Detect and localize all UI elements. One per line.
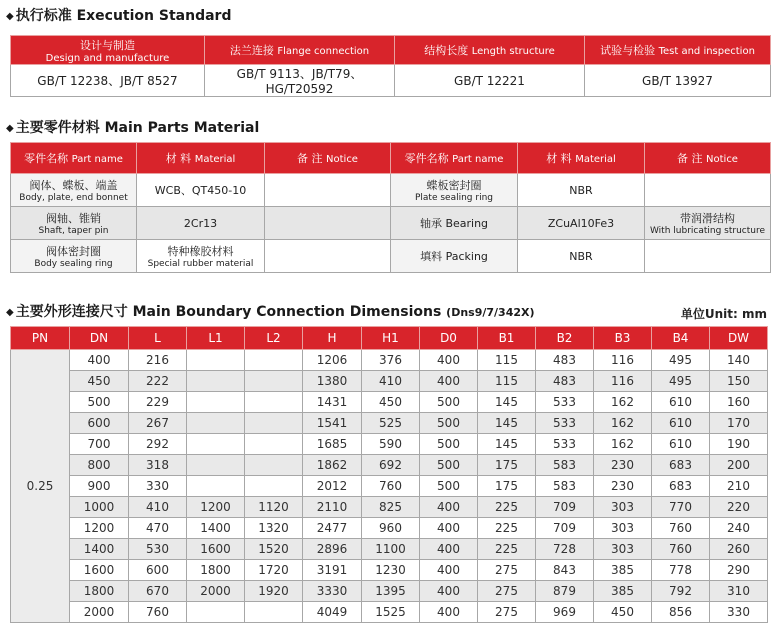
table-cell: 3191 bbox=[303, 560, 362, 581]
table-row bbox=[11, 350, 768, 371]
table-cell: 1685 bbox=[303, 434, 362, 455]
part-name-cell: 填料 Packing bbox=[391, 240, 518, 273]
notice-cell bbox=[265, 207, 391, 240]
table-cell: 700 bbox=[70, 434, 129, 455]
header-l1: L1 bbox=[187, 327, 245, 350]
table-cell: 530 bbox=[129, 539, 187, 560]
table-cell bbox=[245, 392, 303, 413]
table-cell: 162 bbox=[594, 392, 652, 413]
header-flange: 法兰连接 Flange connection bbox=[205, 36, 395, 65]
table-cell: 825 bbox=[362, 497, 420, 518]
pn-cell: 0.25 bbox=[11, 350, 70, 623]
table-cell: 709 bbox=[536, 518, 594, 539]
table-cell: 140 bbox=[710, 350, 768, 371]
table-cell: 600 bbox=[129, 560, 187, 581]
table-cell: 1525 bbox=[362, 602, 420, 623]
part-name-cell: 阀体密封圈 Body sealing ring bbox=[11, 240, 137, 273]
table-row bbox=[11, 174, 771, 207]
table-row bbox=[11, 581, 768, 602]
table-cell: 303 bbox=[594, 539, 652, 560]
table-cell: 190 bbox=[710, 434, 768, 455]
table-cell: 692 bbox=[362, 455, 420, 476]
header-d0: D0 bbox=[420, 327, 478, 350]
table-cell bbox=[187, 455, 245, 476]
table-cell: 1520 bbox=[245, 539, 303, 560]
table-cell: 1206 bbox=[303, 350, 362, 371]
table-cell: 175 bbox=[478, 455, 536, 476]
table-cell: 400 bbox=[420, 602, 478, 623]
table-cell: 610 bbox=[652, 434, 710, 455]
header-notice: 备 注 Notice bbox=[265, 143, 391, 174]
header-material-2: 材 料 Material bbox=[518, 143, 645, 174]
material-cell: WCB、QT450-10 bbox=[137, 174, 265, 207]
table-cell: 1800 bbox=[70, 581, 129, 602]
table-cell: 303 bbox=[594, 497, 652, 518]
table-cell: 1395 bbox=[362, 581, 420, 602]
table-cell: 230 bbox=[594, 476, 652, 497]
material-cell: NBR bbox=[518, 174, 645, 207]
table-cell: GB/T 12221 bbox=[395, 65, 585, 97]
table-cell: 145 bbox=[478, 434, 536, 455]
table-cell: 1380 bbox=[303, 371, 362, 392]
table-cell: 260 bbox=[710, 539, 768, 560]
header-b1: B1 bbox=[478, 327, 536, 350]
table-cell: 800 bbox=[70, 455, 129, 476]
header-b3: B3 bbox=[594, 327, 652, 350]
table-cell bbox=[245, 371, 303, 392]
table-cell: 310 bbox=[710, 581, 768, 602]
notice-cell bbox=[265, 240, 391, 273]
section-title-en: Main Parts Material bbox=[104, 120, 260, 136]
table-cell: 115 bbox=[478, 350, 536, 371]
diamond-icon: ◆ bbox=[6, 123, 14, 134]
table-cell: 1400 bbox=[70, 539, 129, 560]
table-cell: 162 bbox=[594, 413, 652, 434]
table-cell: 2000 bbox=[70, 602, 129, 623]
diamond-icon: ◆ bbox=[6, 11, 14, 22]
table-cell: GB/T 13927 bbox=[585, 65, 771, 97]
table-cell: 770 bbox=[652, 497, 710, 518]
table-cell: 1000 bbox=[70, 497, 129, 518]
table-cell: 450 bbox=[594, 602, 652, 623]
header-part-name-2: 零件名称 Part name bbox=[391, 143, 518, 174]
table-cell: 450 bbox=[70, 371, 129, 392]
table-cell: 610 bbox=[652, 392, 710, 413]
table-cell: 683 bbox=[652, 476, 710, 497]
table-cell: 500 bbox=[420, 434, 478, 455]
notice-cell bbox=[645, 240, 771, 273]
table-cell: 400 bbox=[420, 518, 478, 539]
table-cell: 318 bbox=[129, 455, 187, 476]
table-row bbox=[11, 497, 768, 518]
table-cell: 225 bbox=[478, 497, 536, 518]
table-cell: 220 bbox=[710, 497, 768, 518]
table-row bbox=[11, 392, 768, 413]
material-cell: 2Cr13 bbox=[137, 207, 265, 240]
table-cell: 728 bbox=[536, 539, 594, 560]
section-title-dims bbox=[6, 301, 535, 321]
table-row bbox=[11, 455, 768, 476]
table-cell bbox=[245, 350, 303, 371]
table-row bbox=[11, 371, 768, 392]
table-header-row bbox=[11, 327, 768, 350]
header-notice-2: 备 注 Notice bbox=[645, 143, 771, 174]
table-cell: 200 bbox=[710, 455, 768, 476]
table-cell: 410 bbox=[362, 371, 420, 392]
section-title-en: Main Boundary Connection Dimensions bbox=[132, 304, 442, 320]
header-material: 材 料 Material bbox=[137, 143, 265, 174]
header-part-name: 零件名称 Part name bbox=[11, 143, 137, 174]
table-cell: 500 bbox=[70, 392, 129, 413]
table-cell: 1600 bbox=[70, 560, 129, 581]
table-cell: 590 bbox=[362, 434, 420, 455]
diamond-icon: ◆ bbox=[6, 307, 14, 318]
table-cell: 400 bbox=[420, 539, 478, 560]
table-cell: 170 bbox=[710, 413, 768, 434]
header-pn: PN bbox=[11, 327, 70, 350]
header-test: 试验与检验 Test and inspection bbox=[585, 36, 771, 65]
parts-material-table bbox=[10, 142, 771, 273]
table-cell: 470 bbox=[129, 518, 187, 539]
table-cell: 900 bbox=[70, 476, 129, 497]
table-cell: 1541 bbox=[303, 413, 362, 434]
table-cell: 2012 bbox=[303, 476, 362, 497]
part-name-cell: 阀体、蝶板、端盖 Body, plate, end bonnet bbox=[11, 174, 137, 207]
table-cell: 1720 bbox=[245, 560, 303, 581]
table-cell: 400 bbox=[420, 497, 478, 518]
part-name-cell: 轴承 Bearing bbox=[391, 207, 518, 240]
table-row bbox=[11, 602, 768, 623]
notice-cell bbox=[645, 174, 771, 207]
table-cell: 1120 bbox=[245, 497, 303, 518]
table-cell: GB/T 12238、JB/T 8527 bbox=[11, 65, 205, 97]
table-cell: 1230 bbox=[362, 560, 420, 581]
table-cell: 3330 bbox=[303, 581, 362, 602]
table-row bbox=[11, 240, 771, 273]
table-cell: 400 bbox=[420, 350, 478, 371]
header-l: L bbox=[129, 327, 187, 350]
table-cell bbox=[187, 434, 245, 455]
table-cell: 1920 bbox=[245, 581, 303, 602]
table-cell: 500 bbox=[420, 413, 478, 434]
table-cell: 4049 bbox=[303, 602, 362, 623]
table-cell bbox=[245, 434, 303, 455]
table-cell: 583 bbox=[536, 476, 594, 497]
table-cell: 525 bbox=[362, 413, 420, 434]
table-cell: 1100 bbox=[362, 539, 420, 560]
table-cell: 230 bbox=[594, 455, 652, 476]
header-b2: B2 bbox=[536, 327, 594, 350]
table-cell: 330 bbox=[710, 602, 768, 623]
table-cell: GB/T 9113、JB/T79、HG/T20592 bbox=[205, 65, 395, 97]
table-cell: 240 bbox=[710, 518, 768, 539]
header-b4: B4 bbox=[652, 327, 710, 350]
table-cell: 385 bbox=[594, 581, 652, 602]
material-cell: NBR bbox=[518, 240, 645, 273]
table-cell: 500 bbox=[420, 476, 478, 497]
table-cell: 303 bbox=[594, 518, 652, 539]
table-cell: 960 bbox=[362, 518, 420, 539]
material-cell: ZCuAl10Fe3 bbox=[518, 207, 645, 240]
section-title-en: Execution Standard bbox=[76, 8, 232, 24]
table-cell bbox=[187, 371, 245, 392]
model-number: (Dns9/7/342X) bbox=[446, 306, 535, 319]
table-cell: 376 bbox=[362, 350, 420, 371]
table-row bbox=[11, 413, 768, 434]
table-row bbox=[11, 434, 768, 455]
table-cell: 275 bbox=[478, 602, 536, 623]
table-cell bbox=[187, 413, 245, 434]
table-cell: 450 bbox=[362, 392, 420, 413]
table-cell: 400 bbox=[420, 581, 478, 602]
table-cell: 709 bbox=[536, 497, 594, 518]
table-cell: 610 bbox=[652, 413, 710, 434]
table-header-row bbox=[11, 36, 771, 65]
table-cell: 229 bbox=[129, 392, 187, 413]
table-cell: 225 bbox=[478, 518, 536, 539]
table-cell: 290 bbox=[710, 560, 768, 581]
table-cell: 683 bbox=[652, 455, 710, 476]
section-title-parts bbox=[6, 117, 259, 137]
table-row bbox=[11, 207, 771, 240]
table-cell: 400 bbox=[420, 371, 478, 392]
table-cell: 843 bbox=[536, 560, 594, 581]
header-h: H bbox=[303, 327, 362, 350]
table-cell: 2896 bbox=[303, 539, 362, 560]
table-cell: 150 bbox=[710, 371, 768, 392]
table-cell: 533 bbox=[536, 413, 594, 434]
table-cell: 483 bbox=[536, 350, 594, 371]
table-cell: 222 bbox=[129, 371, 187, 392]
table-cell: 879 bbox=[536, 581, 594, 602]
dimensions-table bbox=[10, 326, 768, 623]
notice-cell: 带润滑结构 With lubricating structure bbox=[645, 207, 771, 240]
table-cell bbox=[187, 602, 245, 623]
table-cell: 116 bbox=[594, 350, 652, 371]
header-length: 结构长度 Length structure bbox=[395, 36, 585, 65]
table-cell: 856 bbox=[652, 602, 710, 623]
table-cell: 1400 bbox=[187, 518, 245, 539]
table-row bbox=[11, 560, 768, 581]
table-cell: 225 bbox=[478, 539, 536, 560]
section-title-zh: 主要外形连接尺寸 bbox=[15, 304, 128, 320]
table-cell: 175 bbox=[478, 476, 536, 497]
table-cell: 1600 bbox=[187, 539, 245, 560]
table-cell: 500 bbox=[420, 455, 478, 476]
table-cell: 275 bbox=[478, 581, 536, 602]
table-cell: 483 bbox=[536, 371, 594, 392]
table-cell bbox=[245, 602, 303, 623]
section-title-zh: 执行标准 bbox=[15, 8, 72, 24]
table-cell bbox=[245, 413, 303, 434]
section-title-standard bbox=[6, 5, 231, 25]
header-dn: DN bbox=[70, 327, 129, 350]
table-row bbox=[11, 65, 771, 97]
table-cell: 600 bbox=[70, 413, 129, 434]
table-cell: 500 bbox=[420, 392, 478, 413]
table-cell: 495 bbox=[652, 371, 710, 392]
table-cell: 1200 bbox=[70, 518, 129, 539]
table-cell: 1320 bbox=[245, 518, 303, 539]
table-row bbox=[11, 476, 768, 497]
table-cell: 1431 bbox=[303, 392, 362, 413]
table-cell: 760 bbox=[362, 476, 420, 497]
table-cell bbox=[187, 392, 245, 413]
table-cell: 792 bbox=[652, 581, 710, 602]
table-cell: 533 bbox=[536, 434, 594, 455]
header-design: 设计与制造 Design and manufacture bbox=[11, 36, 205, 65]
table-cell: 400 bbox=[420, 560, 478, 581]
table-cell: 969 bbox=[536, 602, 594, 623]
table-cell: 495 bbox=[652, 350, 710, 371]
table-cell: 292 bbox=[129, 434, 187, 455]
part-name-cell: 蝶板密封圈 Plate sealing ring bbox=[391, 174, 518, 207]
table-cell: 385 bbox=[594, 560, 652, 581]
table-cell bbox=[187, 350, 245, 371]
table-cell: 2477 bbox=[303, 518, 362, 539]
table-cell: 670 bbox=[129, 581, 187, 602]
table-row bbox=[11, 539, 768, 560]
table-cell: 1862 bbox=[303, 455, 362, 476]
table-cell: 1200 bbox=[187, 497, 245, 518]
table-cell bbox=[245, 476, 303, 497]
header-l2: L2 bbox=[245, 327, 303, 350]
table-cell: 330 bbox=[129, 476, 187, 497]
table-cell bbox=[187, 476, 245, 497]
table-cell: 162 bbox=[594, 434, 652, 455]
table-cell: 778 bbox=[652, 560, 710, 581]
part-name-cell: 阀轴、锥销 Shaft, taper pin bbox=[11, 207, 137, 240]
table-cell: 145 bbox=[478, 413, 536, 434]
table-cell: 2110 bbox=[303, 497, 362, 518]
table-cell: 533 bbox=[536, 392, 594, 413]
notice-cell bbox=[265, 174, 391, 207]
section-title-zh: 主要零件材料 bbox=[15, 120, 100, 136]
table-cell: 760 bbox=[652, 518, 710, 539]
table-cell: 160 bbox=[710, 392, 768, 413]
table-row bbox=[11, 518, 768, 539]
table-cell: 275 bbox=[478, 560, 536, 581]
table-cell bbox=[245, 455, 303, 476]
table-cell: 400 bbox=[70, 350, 129, 371]
table-cell: 2000 bbox=[187, 581, 245, 602]
table-cell: 145 bbox=[478, 392, 536, 413]
header-dw: DW bbox=[710, 327, 768, 350]
table-cell: 760 bbox=[129, 602, 187, 623]
table-cell: 216 bbox=[129, 350, 187, 371]
table-cell: 1800 bbox=[187, 560, 245, 581]
material-cell: 特种橡胶材料 Special rubber material bbox=[137, 240, 265, 273]
table-cell: 116 bbox=[594, 371, 652, 392]
table-cell: 583 bbox=[536, 455, 594, 476]
header-h1: H1 bbox=[362, 327, 420, 350]
table-cell: 760 bbox=[652, 539, 710, 560]
execution-standard-table bbox=[10, 35, 771, 97]
table-cell: 115 bbox=[478, 371, 536, 392]
unit-label: 单位Unit: mm bbox=[680, 307, 767, 321]
table-cell: 410 bbox=[129, 497, 187, 518]
table-cell: 267 bbox=[129, 413, 187, 434]
table-cell: 210 bbox=[710, 476, 768, 497]
table-header-row bbox=[11, 143, 771, 174]
